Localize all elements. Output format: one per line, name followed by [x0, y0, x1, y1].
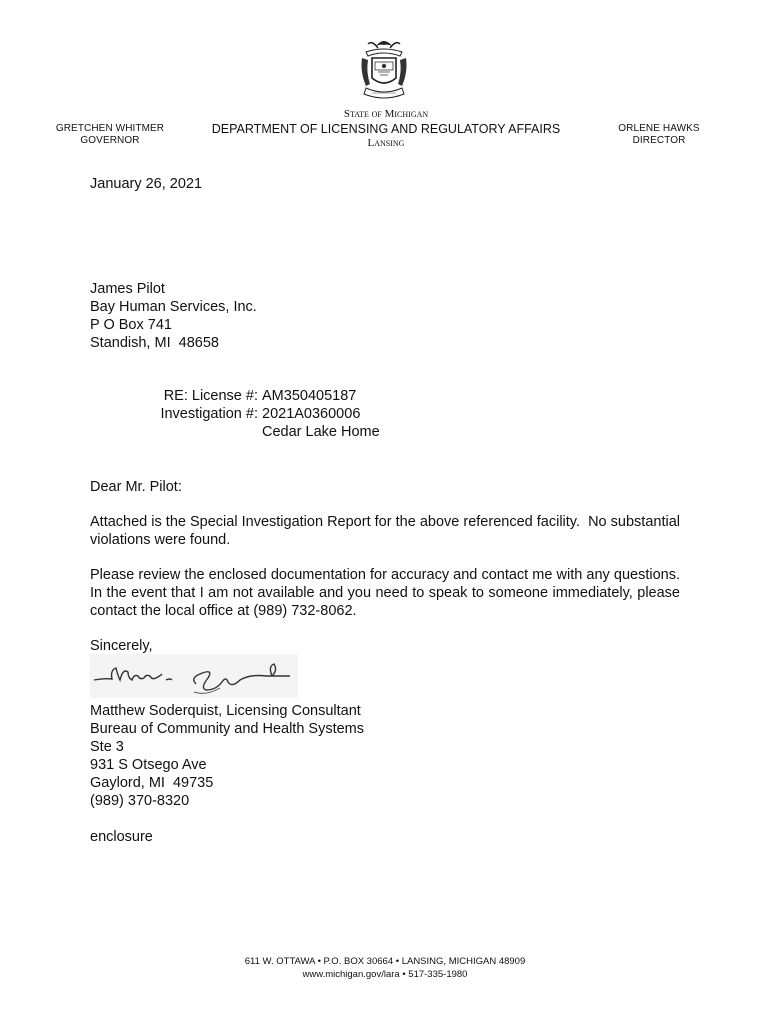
enclosure-note: enclosure	[90, 829, 153, 845]
investigation-label: Investigation #:	[160, 406, 258, 422]
michigan-state-seal-icon	[358, 36, 410, 102]
page-footer	[170, 955, 600, 981]
recipient-organization: Bay Human Services, Inc.	[90, 299, 257, 315]
investigation-number: 2021A0360006	[262, 406, 361, 422]
recipient-city: Standish, MI 48658	[90, 335, 219, 351]
letterhead	[180, 108, 592, 150]
sender-suite: Ste 3	[90, 739, 124, 755]
paragraph-review: Please review the enclosed documentation for accuracy and contact me with any questions. In the event that I am not available and you need to speak to someone immediately, please contact the local office at (989) 732-8062.	[90, 567, 689, 619]
recipient-address	[90, 280, 257, 352]
license-row	[90, 387, 380, 405]
governor-block	[52, 123, 168, 147]
city-name: Lansing	[367, 137, 405, 149]
director-block	[606, 123, 712, 147]
director-name: ORLENE HAWKS	[618, 123, 700, 134]
facility-name: Cedar Lake Home	[262, 424, 380, 440]
governor-title: GOVERNOR	[80, 135, 140, 146]
recipient-name: James Pilot	[90, 281, 165, 297]
state-name: State of Michigan	[343, 108, 429, 120]
license-label: RE: License #:	[163, 388, 258, 404]
sender-street: 931 S Otsego Ave	[90, 757, 207, 773]
sender-name-title: Matthew Soderquist, Licensing Consultant	[90, 703, 361, 719]
paragraph-report: Attached is the Special Investigation Report for the above referenced facility. No substantial violations were found.	[90, 514, 685, 548]
closing: Sincerely,	[90, 638, 153, 654]
sender-phone: (989) 370-8320	[90, 793, 190, 809]
handwritten-signature	[90, 654, 298, 698]
footer-address: 611 W. OTTAWA • P.O. BOX 30664 • LANSING, MICHIGAN 48909	[244, 956, 526, 967]
recipient-po-box: P O Box 741	[90, 317, 172, 333]
director-title: DIRECTOR	[632, 135, 686, 146]
footer-contact: www.michigan.gov/lara • 517-335-1980	[302, 969, 468, 980]
salutation: Dear Mr. Pilot:	[90, 479, 182, 495]
license-number: AM350405187	[262, 388, 357, 404]
sender-block	[90, 702, 364, 810]
sender-bureau: Bureau of Community and Health Systems	[90, 721, 365, 737]
letter-date: January 26, 2021	[90, 176, 203, 192]
sender-city: Gaylord, MI 49735	[90, 775, 214, 791]
investigation-row	[90, 405, 380, 423]
reference-block	[90, 387, 380, 441]
department-name: DEPARTMENT OF LICENSING AND REGULATORY AFFAIRS	[211, 122, 561, 136]
governor-name: GRETCHEN WHITMER	[55, 123, 165, 134]
facility-row	[90, 423, 380, 441]
